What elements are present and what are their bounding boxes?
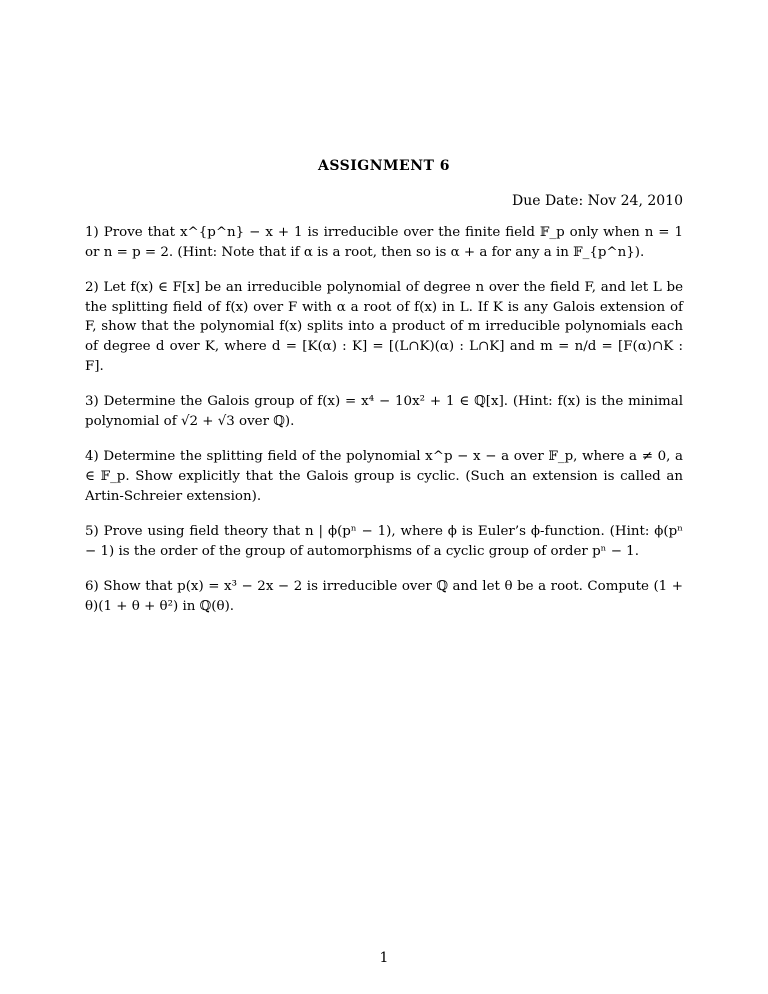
- problem-number: 3): [85, 394, 99, 410]
- problem-number: 4): [85, 449, 99, 465]
- assignment-title: ASSIGNMENT 6: [317, 158, 451, 174]
- problem-2: [85, 278, 683, 376]
- problem-number: 6): [85, 579, 99, 595]
- problem-3: [85, 392, 683, 431]
- problem-text: Prove using field theory that n | ϕ(pⁿ − 1), where ϕ is Euler’s ϕ-function. (Hint: ϕ(pⁿ − 1) is the order of the group of automorphisms of a cyclic group of order pⁿ − 1.: [85, 524, 683, 559]
- problem-4: [85, 447, 683, 506]
- problem-number: 2): [85, 280, 99, 296]
- problem-6: [85, 577, 683, 616]
- problem-number: 1): [85, 225, 99, 240]
- problem-text: Show that p(x) = x³ − 2x − 2 is irreducible over ℚ and let θ be a root. Compute (1 + θ)(1 + θ + θ²) in ℚ(θ).: [85, 579, 683, 614]
- problem-text: Let f(x) ∈ F[x] be an irreducible polynomial of degree n over the field F, and let L be the splitting field of f(x) over F with α a root of f(x) in L. If K is any Galois extension of F, show that the polynomial f(x) splits into a product of m irreducible polynomials each of degree d over K, where d = [K(α) : K] = [(L∩K)(α) : L∩K] and m = n/d = [F(α)∩K : F].: [85, 280, 683, 374]
- problem-number: 5): [85, 524, 99, 540]
- problem-text: Determine the Galois group of f(x) = x⁴ − 10x² + 1 ∈ ℚ[x]. (Hint: f(x) is the minimal polynomial of √2 + √3 over ℚ).: [85, 394, 683, 429]
- problem-1: [85, 223, 683, 262]
- problem-text: Prove that x^{p^n} − x + 1 is irreducible over the finite field 𝔽_p only when n = 1 or n = p = 2. (Hint: Note that if α is a root, then so is α + a for any a in 𝔽_{p^n}).: [85, 225, 683, 260]
- problem-text: Determine the splitting field of the polynomial x^p − x − a over 𝔽_p, where a ≠ 0, a ∈ 𝔽_p. Show explicitly that the Galois group is cyclic. (Such an extension is called an Artin-Schreier extension).: [85, 449, 683, 504]
- problem-list: [85, 223, 683, 633]
- due-date: Due Date: Nov 24, 2010: [511, 193, 683, 209]
- problem-5: [85, 522, 683, 561]
- page-number: 1: [379, 950, 389, 966]
